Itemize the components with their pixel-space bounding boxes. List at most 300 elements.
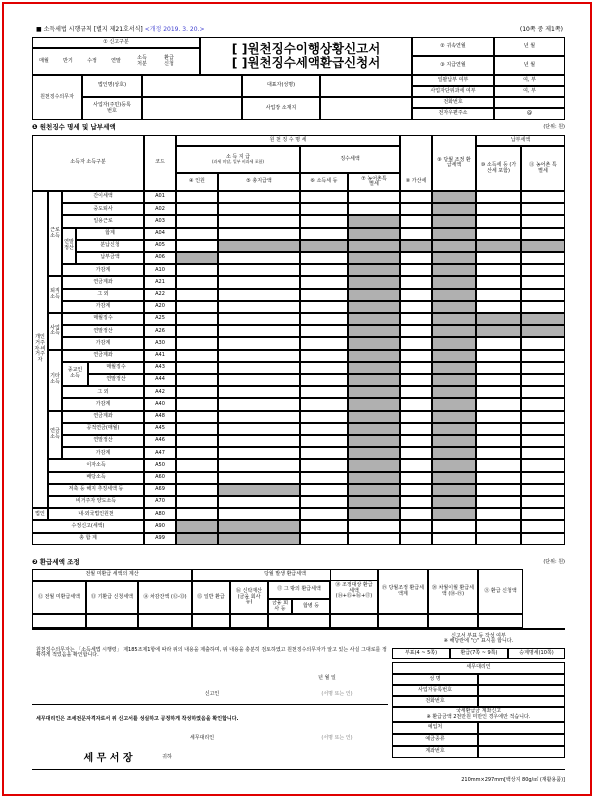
- agent-phone-field[interactable]: [478, 696, 565, 707]
- row-cell-a44-2[interactable]: [300, 374, 348, 386]
- row-cell-a48-6[interactable]: [476, 411, 521, 423]
- row-cell-a99-7[interactable]: [521, 533, 565, 545]
- row-cell-a05-0[interactable]: [176, 240, 218, 252]
- row-cell-a44-7[interactable]: [521, 374, 565, 386]
- row-cell-a47-0[interactable]: [176, 447, 218, 459]
- row-cell-a03-5: [432, 215, 476, 227]
- row-cell-a22-1[interactable]: [218, 289, 300, 301]
- row-cell-a21-6[interactable]: [476, 276, 521, 288]
- report-type-monthly[interactable]: 매월: [39, 57, 49, 64]
- agent-label: 세무대리인: [189, 735, 215, 742]
- row-cell-a47-7[interactable]: [521, 447, 565, 459]
- report-type-label: ① 신고구분: [32, 37, 200, 48]
- row-cell-a30-4[interactable]: [400, 337, 432, 349]
- row-cell-a70-0[interactable]: [176, 496, 218, 508]
- row-cell-a25-6: [476, 313, 521, 325]
- reporter-signature[interactable]: (서명 또는 인): [321, 691, 353, 698]
- report-type-yearend[interactable]: 연말: [111, 57, 121, 64]
- row-code-a80: A80: [144, 508, 176, 520]
- val-refund-15[interactable]: [192, 614, 230, 628]
- row-cell-a46-2[interactable]: [300, 435, 348, 447]
- payment-month-label: ③ 지급연월: [412, 56, 494, 75]
- row-cell-a10-4[interactable]: [400, 264, 432, 276]
- bank-field[interactable]: [478, 722, 565, 734]
- val-refund-20[interactable]: [428, 614, 478, 628]
- declaration-date[interactable]: 년 월 일: [318, 675, 336, 682]
- row-label-a43: 매월징수: [88, 362, 144, 374]
- email-field[interactable]: @: [494, 108, 565, 120]
- row-cell-a46-7[interactable]: [521, 435, 565, 447]
- row-cell-a90-5[interactable]: [432, 520, 476, 532]
- row-cell-a03-6[interactable]: [476, 215, 521, 227]
- declaration-split-rule: [32, 704, 388, 705]
- val-refund-13[interactable]: [86, 614, 138, 628]
- row-cell-a26-5: [432, 325, 476, 337]
- row-cell-a99-2[interactable]: [300, 533, 348, 545]
- row-label-a25: 매월징수: [62, 313, 144, 325]
- row-cell-a42-4[interactable]: [400, 386, 432, 398]
- addressee-suffix: 귀하: [162, 754, 172, 761]
- row-cell-a10-2[interactable]: [300, 264, 348, 276]
- phone-field[interactable]: [494, 97, 565, 108]
- row-cell-a10-0[interactable]: [176, 264, 218, 276]
- row-cell-a69-4[interactable]: [400, 484, 432, 496]
- row-cell-a47-1[interactable]: [218, 447, 300, 459]
- row-cell-a90-7[interactable]: [521, 520, 565, 532]
- row-cell-a43-6[interactable]: [476, 362, 521, 374]
- row-cell-a20-2[interactable]: [300, 301, 348, 313]
- row-cell-a69-2[interactable]: [300, 484, 348, 496]
- row-cell-a25-0[interactable]: [176, 313, 218, 325]
- row-cell-a40-2[interactable]: [300, 398, 348, 410]
- row-cell-a80-0[interactable]: [176, 508, 218, 520]
- row-cell-a45-4[interactable]: [400, 423, 432, 435]
- bank-label: 예입처: [392, 722, 478, 734]
- refund-account-header: [392, 707, 565, 722]
- row-cell-a01-3[interactable]: [348, 191, 400, 203]
- row-cell-a42-0[interactable]: [176, 386, 218, 398]
- account-type-field[interactable]: [478, 734, 565, 746]
- payment-month-field[interactable]: 년 월: [494, 56, 565, 75]
- row-cell-a03-4[interactable]: [400, 215, 432, 227]
- row-cell-a20-4[interactable]: [400, 301, 432, 313]
- row-cell-a40-6[interactable]: [476, 398, 521, 410]
- row-cell-a02-2[interactable]: [300, 203, 348, 215]
- row-label-a05: 분납신청: [76, 240, 144, 252]
- attach-item-succession[interactable]: 승계명세(10쪽): [508, 648, 565, 659]
- row-cell-a02-5: [432, 203, 476, 215]
- row-cell-a02-3[interactable]: [348, 203, 400, 215]
- row-cell-a20-6[interactable]: [476, 301, 521, 313]
- revision-date: <개정 2019. 3. 20.>: [144, 26, 205, 33]
- row-cell-a21-2[interactable]: [300, 276, 348, 288]
- row-cell-a43-1[interactable]: [218, 362, 300, 374]
- row-cell-a41-0[interactable]: [176, 350, 218, 362]
- row-cell-a22-7[interactable]: [521, 289, 565, 301]
- row-cell-a40-7[interactable]: [521, 398, 565, 410]
- val-refund-21[interactable]: [478, 614, 523, 628]
- col-income-type: 소득자 소득구분: [32, 135, 144, 191]
- row-cell-a42-1[interactable]: [218, 386, 300, 398]
- report-type-refund[interactable]: 환급신청: [164, 54, 174, 67]
- row-cell-a60-4[interactable]: [400, 472, 432, 484]
- agent-bizno-field[interactable]: [478, 685, 565, 696]
- row-cell-a43-5: [432, 362, 476, 374]
- row-cell-a04-6[interactable]: [476, 228, 521, 240]
- row-cell-a44-3: [348, 374, 400, 386]
- row-cell-a25-3: [348, 313, 400, 325]
- row-cell-a25-4[interactable]: [400, 313, 432, 325]
- row-cell-a04-7[interactable]: [521, 228, 565, 240]
- group-retirement: 퇴직소득: [48, 276, 62, 313]
- row-cell-a43-2[interactable]: [300, 362, 348, 374]
- row-cell-a04-1[interactable]: [218, 228, 300, 240]
- row-cell-a05-7: [521, 240, 565, 252]
- row-cell-a30-6[interactable]: [476, 337, 521, 349]
- row-cell-a99-4[interactable]: [400, 533, 432, 545]
- row-label-a40: 가감계: [62, 398, 144, 410]
- row-cell-a48-4[interactable]: [400, 411, 432, 423]
- row-cell-a26-6: [476, 325, 521, 337]
- row-cell-a60-7[interactable]: [521, 472, 565, 484]
- email-label: 전자우편주소: [412, 108, 494, 120]
- row-cell-a60-1[interactable]: [218, 472, 300, 484]
- row-cell-a50-7[interactable]: [521, 459, 565, 471]
- col-refund-21: ㉑ 환급 신청액: [478, 569, 523, 614]
- row-cell-a06-7[interactable]: [521, 252, 565, 264]
- row-cell-a90-2[interactable]: [300, 520, 348, 532]
- row-cell-a21-0[interactable]: [176, 276, 218, 288]
- row-cell-a43-0[interactable]: [176, 362, 218, 374]
- row-cell-a40-5: [432, 398, 476, 410]
- row-cell-a70-7[interactable]: [521, 496, 565, 508]
- row-code-a26: A26: [144, 325, 176, 337]
- row-cell-a42-2[interactable]: [300, 386, 348, 398]
- attribution-month-field[interactable]: 년 월: [494, 37, 565, 56]
- row-cell-a25-2[interactable]: [300, 313, 348, 325]
- attach-item-schedule[interactable]: 부표(4 ~ 5쪽): [392, 648, 450, 659]
- row-cell-a30-0[interactable]: [176, 337, 218, 349]
- prev-refund-group: 전월 미환급 세액의 계산: [32, 569, 192, 581]
- row-cell-a45-3: [348, 423, 400, 435]
- row-cell-a02-1[interactable]: [218, 203, 300, 215]
- report-type-half[interactable]: 반기: [63, 57, 73, 64]
- row-label-a30: 가감계: [62, 337, 144, 349]
- row-cell-a26-2[interactable]: [300, 325, 348, 337]
- row-cell-a47-4[interactable]: [400, 447, 432, 459]
- unit-taxation-choice[interactable]: 여, 부: [494, 86, 565, 97]
- row-cell-a06-2[interactable]: [300, 252, 348, 264]
- row-cell-a69-5: [432, 484, 476, 496]
- row-cell-a03-7[interactable]: [521, 215, 565, 227]
- row-code-a70: A70: [144, 496, 176, 508]
- row-cell-a25-1[interactable]: [218, 313, 300, 325]
- row-code-a01: A01: [144, 191, 176, 203]
- row-cell-a10-5: [432, 264, 476, 276]
- row-cell-a04-5: [432, 228, 476, 240]
- row-cell-a40-0[interactable]: [176, 398, 218, 410]
- col-refund-19: ⑲ 당월조정 환급세액계: [378, 569, 428, 614]
- row-cell-a22-0[interactable]: [176, 289, 218, 301]
- row-cell-a47-5: [432, 447, 476, 459]
- row-cell-a90-1: [218, 520, 300, 532]
- val-refund-19[interactable]: [378, 614, 428, 628]
- row-cell-a02-0[interactable]: [176, 203, 218, 215]
- row-cell-a44-0[interactable]: [176, 374, 218, 386]
- row-cell-a21-5: [432, 276, 476, 288]
- col-refund-13: ⑬ 기환급 신청세액: [86, 581, 138, 614]
- row-cell-a01-0[interactable]: [176, 191, 218, 203]
- col-income-tax: ⑥ 소득세 등: [300, 173, 348, 191]
- col-other-refund-merger: 합병 등: [292, 599, 330, 614]
- col-paid-group: [176, 146, 300, 173]
- address-field[interactable]: [320, 97, 412, 120]
- group-corporate: 법인: [32, 508, 48, 520]
- agent-label: 원천징수의무자: [32, 75, 82, 120]
- company-name-field[interactable]: [142, 75, 242, 97]
- row-cell-a50-6[interactable]: [476, 459, 521, 471]
- account-number-field[interactable]: [478, 746, 565, 758]
- row-code-a04: A04: [144, 228, 176, 240]
- row-cell-a04-4[interactable]: [400, 228, 432, 240]
- row-cell-a21-1[interactable]: [218, 276, 300, 288]
- col-code: 코드: [144, 135, 176, 191]
- row-cell-a22-6[interactable]: [476, 289, 521, 301]
- row-cell-a99-6[interactable]: [476, 533, 521, 545]
- col-pay-rural-tax: ⑪ 농어촌 특별세: [521, 146, 565, 191]
- row-cell-a45-2[interactable]: [300, 423, 348, 435]
- row-code-a99: A99: [144, 533, 176, 545]
- row-cell-a30-2[interactable]: [300, 337, 348, 349]
- bulk-payment-choice[interactable]: 여, 부: [494, 75, 565, 86]
- val-refund-14[interactable]: [138, 614, 192, 628]
- account-number-label: 계좌번호: [392, 746, 478, 758]
- row-cell-a43-7[interactable]: [521, 362, 565, 374]
- row-cell-a04-0[interactable]: [176, 228, 218, 240]
- row-cell-a41-1[interactable]: [218, 350, 300, 362]
- report-type-amend[interactable]: 수정: [87, 57, 97, 64]
- row-code-a44: A44: [144, 374, 176, 386]
- row-label-a26: 연말정산: [62, 325, 144, 337]
- row-cell-a50-0[interactable]: [176, 459, 218, 471]
- section2-title: ❷ 환급세액 조정: [32, 558, 80, 567]
- row-cell-a26-3: [348, 325, 400, 337]
- row-cell-a42-7[interactable]: [521, 386, 565, 398]
- row-code-a69: A69: [144, 484, 176, 496]
- row-cell-a46-6[interactable]: [476, 435, 521, 447]
- row-cell-a41-6[interactable]: [476, 350, 521, 362]
- row-cell-a01-7[interactable]: [521, 191, 565, 203]
- row-cell-a10-7[interactable]: [521, 264, 565, 276]
- row-cell-a47-2[interactable]: [300, 447, 348, 459]
- row-cell-a60-2[interactable]: [300, 472, 348, 484]
- row-cell-a40-4[interactable]: [400, 398, 432, 410]
- val-refund-18[interactable]: [330, 614, 378, 628]
- row-cell-a30-1[interactable]: [218, 337, 300, 349]
- row-cell-a04-3: [348, 228, 400, 240]
- agent-name-label: 성 명: [392, 674, 478, 685]
- row-cell-a26-4[interactable]: [400, 325, 432, 337]
- row-cell-a70-4[interactable]: [400, 496, 432, 508]
- row-cell-a48-2[interactable]: [300, 411, 348, 423]
- row-cell-a44-6[interactable]: [476, 374, 521, 386]
- val-refund-12[interactable]: [32, 614, 86, 628]
- row-cell-a80-2[interactable]: [300, 508, 348, 520]
- row-cell-a20-0[interactable]: [176, 301, 218, 313]
- row-cell-a99-5[interactable]: [432, 533, 476, 545]
- curr-refund-group: 당월 발생 환급세액: [192, 569, 378, 581]
- row-cell-a22-4[interactable]: [400, 289, 432, 301]
- row-cell-a50-2[interactable]: [300, 459, 348, 471]
- attach-item-refund[interactable]: 환급(7쪽 ~ 9쪽): [450, 648, 508, 659]
- row-cell-a05-2: [300, 240, 348, 252]
- row-label-a41: 연금계좌: [62, 350, 144, 362]
- row-cell-a60-6[interactable]: [476, 472, 521, 484]
- row-cell-a46-1[interactable]: [218, 435, 300, 447]
- row-code-a05: A05: [144, 240, 176, 252]
- row-cell-a99-1: [218, 533, 300, 545]
- row-cell-a50-4[interactable]: [400, 459, 432, 471]
- row-cell-a60-0[interactable]: [176, 472, 218, 484]
- row-cell-a40-3: [348, 398, 400, 410]
- row-cell-a69-0[interactable]: [176, 484, 218, 496]
- row-cell-a80-7[interactable]: [521, 508, 565, 520]
- row-cell-a06-5: [432, 252, 476, 264]
- row-cell-a20-7[interactable]: [521, 301, 565, 313]
- row-cell-a25-5: [432, 313, 476, 325]
- val-refund-17[interactable]: [268, 614, 330, 628]
- row-cell-a42-6[interactable]: [476, 386, 521, 398]
- row-cell-a99-3[interactable]: [348, 533, 400, 545]
- attribution-month-label: ② 귀속연월: [412, 37, 494, 56]
- row-cell-a80-6[interactable]: [476, 508, 521, 520]
- row-cell-a41-4[interactable]: [400, 350, 432, 362]
- tax-office: 세 무 서 장: [83, 752, 133, 764]
- row-cell-a70-6[interactable]: [476, 496, 521, 508]
- row-cell-a50-1[interactable]: [218, 459, 300, 471]
- row-label-a70: 비거주자 양도소득: [48, 496, 144, 508]
- row-cell-a20-1[interactable]: [218, 301, 300, 313]
- subgroup-yearend: 연말정산: [62, 228, 76, 265]
- row-cell-a69-7[interactable]: [521, 484, 565, 496]
- unit-taxation-label: 사업자단위과세 여부: [412, 86, 494, 97]
- row-label-a01: 간이세액: [62, 191, 144, 203]
- row-cell-a50-3: [348, 459, 400, 471]
- row-code-a20: A20: [144, 301, 176, 313]
- row-cell-a26-0[interactable]: [176, 325, 218, 337]
- row-label-a50: 이자소득: [48, 459, 144, 471]
- row-cell-a80-1[interactable]: [218, 508, 300, 520]
- row-cell-a47-6[interactable]: [476, 447, 521, 459]
- row-cell-a48-1[interactable]: [218, 411, 300, 423]
- row-cell-a26-1[interactable]: [218, 325, 300, 337]
- section2-unit: (단위: 원): [543, 559, 565, 566]
- row-cell-a48-0[interactable]: [176, 411, 218, 423]
- row-cell-a43-4[interactable]: [400, 362, 432, 374]
- row-code-a25: A25: [144, 313, 176, 325]
- col-refund-20: ⑳ 차월이월 환급세액 (⑱-⑲): [428, 569, 478, 614]
- row-cell-a80-4[interactable]: [400, 508, 432, 520]
- row-cell-a02-4[interactable]: [400, 203, 432, 215]
- business-number-field[interactable]: [142, 97, 242, 120]
- row-cell-a06-4[interactable]: [400, 252, 432, 264]
- row-cell-a45-6[interactable]: [476, 423, 521, 435]
- agent-declaration: 세무대리인은 조세전문자격자로서 위 신고서를 성실하고 공정하게 작성하였음을 확인합니다.: [36, 716, 239, 723]
- row-cell-a40-1[interactable]: [218, 398, 300, 410]
- row-cell-a69-6[interactable]: [476, 484, 521, 496]
- row-cell-a41-2[interactable]: [300, 350, 348, 362]
- group-pension: 연금소득: [48, 411, 62, 460]
- row-cell-a46-4[interactable]: [400, 435, 432, 447]
- report-type-disposal[interactable]: 소득처분: [137, 54, 147, 67]
- row-cell-a10-6[interactable]: [476, 264, 521, 276]
- row-cell-a45-0[interactable]: [176, 423, 218, 435]
- row-cell-a01-6[interactable]: [476, 191, 521, 203]
- row-cell-a30-7[interactable]: [521, 337, 565, 349]
- row-cell-a70-1[interactable]: [218, 496, 300, 508]
- row-cell-a06-6[interactable]: [476, 252, 521, 264]
- row-cell-a46-0[interactable]: [176, 435, 218, 447]
- val-refund-16[interactable]: [230, 614, 268, 628]
- row-cell-a01-1[interactable]: [218, 191, 300, 203]
- col-withholding: 원 천 징 수 명 세: [176, 135, 400, 146]
- row-cell-a22-2[interactable]: [300, 289, 348, 301]
- agent-signature[interactable]: (서명 또는 인): [321, 735, 353, 742]
- row-cell-a03-0[interactable]: [176, 215, 218, 227]
- title-withholding-report: [ ]원천징수이행상황신고서: [231, 41, 381, 57]
- row-cell-a90-4[interactable]: [400, 520, 432, 532]
- row-cell-a03-1[interactable]: [218, 215, 300, 227]
- row-cell-a45-7[interactable]: [521, 423, 565, 435]
- row-cell-a10-1[interactable]: [218, 264, 300, 276]
- row-cell-a44-1[interactable]: [218, 374, 300, 386]
- row-cell-a03-2[interactable]: [300, 215, 348, 227]
- row-label-a80: 내·외국법인원천: [48, 508, 144, 520]
- col-additional-tax: ⑧ 가산세: [400, 135, 432, 191]
- row-code-a60: A60: [144, 472, 176, 484]
- row-cell-a21-3: [348, 276, 400, 288]
- row-cell-a46-5: [432, 435, 476, 447]
- row-cell-a42-3: [348, 386, 400, 398]
- row-cell-a48-7[interactable]: [521, 411, 565, 423]
- agent-name-field[interactable]: [478, 674, 565, 685]
- row-cell-a04-2[interactable]: [300, 228, 348, 240]
- representative-label: 대표자(성명): [242, 75, 320, 97]
- row-cell-a70-2[interactable]: [300, 496, 348, 508]
- row-cell-a05-4: [400, 240, 432, 252]
- row-cell-a21-4[interactable]: [400, 276, 432, 288]
- row-cell-a01-4[interactable]: [400, 191, 432, 203]
- row-label-a20: 가감계: [62, 301, 144, 313]
- row-cell-a30-5: [432, 337, 476, 349]
- bulk-payment-label: 일괄납부 여부: [412, 75, 494, 86]
- row-cell-a90-3[interactable]: [348, 520, 400, 532]
- row-cell-a06-1[interactable]: [218, 252, 300, 264]
- row-cell-a01-2[interactable]: [300, 191, 348, 203]
- row-cell-a41-7[interactable]: [521, 350, 565, 362]
- row-cell-a02-7[interactable]: [521, 203, 565, 215]
- row-code-a41: A41: [144, 350, 176, 362]
- col-paid-sub: (과세 미달, 일부 비과세 포함): [212, 159, 264, 165]
- tax-form: [32, 24, 565, 784]
- row-cell-a45-1[interactable]: [218, 423, 300, 435]
- row-cell-a44-4[interactable]: [400, 374, 432, 386]
- representative-field[interactable]: [320, 75, 412, 97]
- row-cell-a21-7[interactable]: [521, 276, 565, 288]
- company-name-label: 법인명(상호): [82, 75, 142, 97]
- row-cell-a02-6[interactable]: [476, 203, 521, 215]
- row-cell-a90-6[interactable]: [476, 520, 521, 532]
